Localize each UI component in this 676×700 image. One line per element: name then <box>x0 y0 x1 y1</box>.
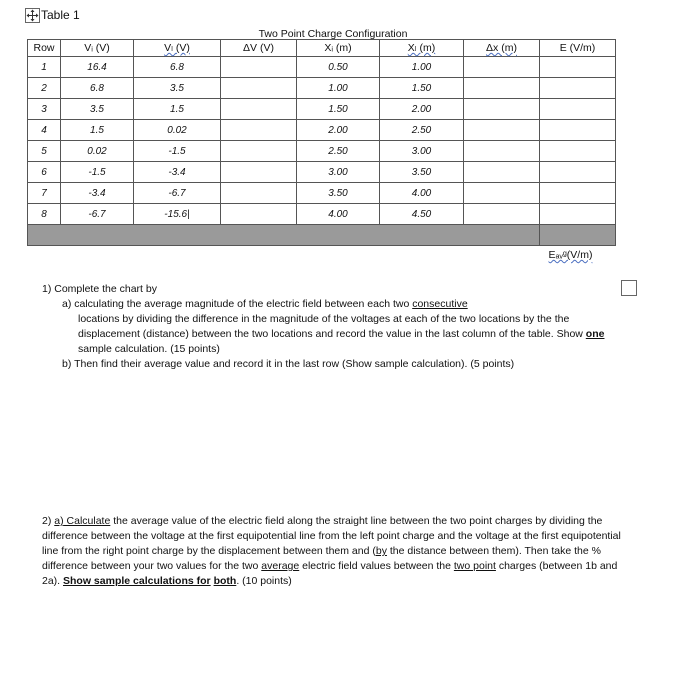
cell-vf: 0.02 <box>134 120 221 141</box>
cell-row: 5 <box>28 141 61 162</box>
cell-row: 4 <box>28 120 61 141</box>
cell-dx[interactable] <box>464 99 540 120</box>
q2-twopoint: two point <box>453 560 496 572</box>
table-row <box>28 78 616 99</box>
cell-vf: 6.8 <box>134 57 221 78</box>
q2-t4: charges (between 1b and 2a). <box>42 560 618 587</box>
cell-xi: 4.00 <box>297 204 380 225</box>
header-row <box>28 40 616 57</box>
cell-xi: 2.50 <box>297 141 380 162</box>
question-2 <box>42 514 622 589</box>
cell-vi: 0.02 <box>61 141 134 162</box>
cell-xf: 1.00 <box>380 57 464 78</box>
cell-dv[interactable] <box>221 162 297 183</box>
cell-dv[interactable] <box>221 141 297 162</box>
cell-e[interactable] <box>540 78 616 99</box>
cell-row: 8 <box>28 204 61 225</box>
cell-dv[interactable] <box>221 78 297 99</box>
cell-vi: -3.4 <box>61 183 134 204</box>
table-row <box>28 204 616 225</box>
col-header-xi: Xᵢ (m) <box>297 40 380 57</box>
q2-bold: Show sample calculations for <box>63 575 211 587</box>
q1-a-cont: locations by dividing the difference in the magnitude of the voltages at each of the two locations by the the displacement (distance) between the two locations and record the value in the last column of the table. Show <box>78 313 586 340</box>
cell-xi: 2.00 <box>297 120 380 141</box>
q1-part-a <box>42 297 622 312</box>
cell-dx[interactable] <box>464 183 540 204</box>
cell-e[interactable] <box>540 57 616 78</box>
cell-xf: 4.50 <box>380 204 464 225</box>
table-caption: Two Point Charge Configuration <box>258 28 408 40</box>
cell-e[interactable] <box>540 162 616 183</box>
q2-average: average <box>261 560 300 572</box>
cell-dx[interactable] <box>464 204 540 225</box>
cell-row: 2 <box>28 78 61 99</box>
cell-xi: 3.50 <box>297 183 380 204</box>
q2-calc: Calculate <box>63 515 111 527</box>
cell-xi: 1.50 <box>297 99 380 120</box>
q2-t5: . (10 points) <box>236 575 292 587</box>
cell-xf: 4.00 <box>380 183 464 204</box>
cell-dx[interactable] <box>464 120 540 141</box>
cell-dx[interactable] <box>464 162 540 183</box>
cell-vf: -1.5 <box>134 141 221 162</box>
cell-dv[interactable] <box>221 183 297 204</box>
cell-vi: 16.4 <box>61 57 134 78</box>
q2-t1: the average value of the electric field along the straight line between the two point charges by dividing the difference between the voltage at the first equipotential line from the left point charge and the voltage at the first equipotential line from the right point charge by the displacement between them and ( <box>42 515 621 557</box>
cell-dv[interactable] <box>221 204 297 225</box>
cell-vi: -6.7 <box>61 204 134 225</box>
data-table <box>27 39 616 264</box>
q2-t3: electric field values between the <box>299 560 454 572</box>
cell-vi: 1.5 <box>61 120 134 141</box>
cell-dx[interactable] <box>464 57 540 78</box>
q2-by: by <box>375 545 387 557</box>
cell-dv[interactable] <box>221 57 297 78</box>
cell-xi: 3.00 <box>297 162 380 183</box>
col-header-dv: ΔV (V) <box>221 40 297 57</box>
q1-a-prefix: a) calculating the average magnitude of the electric field between each two <box>62 298 413 310</box>
cell-dx[interactable] <box>464 78 540 99</box>
cell-vi: 6.8 <box>61 78 134 99</box>
q1-a-one: one <box>585 328 605 340</box>
cell-xf: 3.50 <box>380 162 464 183</box>
col-header-vf <box>134 40 221 57</box>
cell-dx[interactable] <box>464 141 540 162</box>
q1-a-word: consecutive <box>412 298 468 310</box>
table-move-handle-icon[interactable] <box>25 8 40 23</box>
col-header-xf <box>380 40 464 57</box>
col-header-e: E (V/m) <box>540 40 616 57</box>
table-title: Table 1 <box>41 8 80 22</box>
col-header-xf-text: Xₗ (m) <box>407 42 436 54</box>
q2-t2: the distance between them). Then take the % difference between your two values for the two <box>42 545 601 572</box>
q2-num: 2) <box>42 515 55 527</box>
cell-xi: 1.00 <box>297 78 380 99</box>
cell-vf: -6.7 <box>134 183 221 204</box>
table-row <box>28 99 616 120</box>
col-header-vf-text: Vₗ (V) <box>164 42 190 54</box>
cell-e[interactable] <box>540 204 616 225</box>
cell-e[interactable] <box>540 183 616 204</box>
question-1 <box>42 282 622 372</box>
q1-part-b: b) Then find their average value and record it in the last row (Show sample calculation). (5 points) <box>62 358 515 370</box>
q2-a: a) <box>54 515 64 527</box>
cell-vi: 3.5 <box>61 99 134 120</box>
table-row <box>28 57 616 78</box>
e-avg-label[interactable] <box>540 246 616 265</box>
table-row <box>28 162 616 183</box>
cell-vf[interactable]: -15.6| <box>134 204 221 225</box>
cell-dv[interactable] <box>221 99 297 120</box>
shaded-row <box>28 225 616 246</box>
cell-row: 7 <box>28 183 61 204</box>
col-header-dx-text: Δx (m) <box>486 42 517 54</box>
shaded-cell <box>28 225 540 246</box>
cell-xf: 1.50 <box>380 78 464 99</box>
cell-row: 6 <box>28 162 61 183</box>
cell-row: 3 <box>28 99 61 120</box>
cell-e[interactable] <box>540 120 616 141</box>
checkbox-marker[interactable] <box>621 280 637 296</box>
cell-vi: -1.5 <box>61 162 134 183</box>
cell-dv[interactable] <box>221 120 297 141</box>
cell-vf: 3.5 <box>134 78 221 99</box>
q1-intro: 1) Complete the chart by <box>42 283 157 295</box>
cell-row: 1 <box>28 57 61 78</box>
q2-both: both <box>213 575 237 587</box>
e-avg-text: Eₐᵥᵍ(V/m) <box>548 249 593 261</box>
q1-a-end: sample calculation. (15 points) <box>78 343 220 355</box>
cell-e[interactable] <box>540 99 616 120</box>
table-row <box>28 120 616 141</box>
col-header-row: Row <box>28 40 61 57</box>
col-header-vi: Vᵢ (V) <box>61 40 134 57</box>
col-header-dx <box>464 40 540 57</box>
average-row-blank <box>28 246 540 265</box>
shaded-cell-e <box>540 225 616 246</box>
cell-xf: 2.00 <box>380 99 464 120</box>
cell-xi: 0.50 <box>297 57 380 78</box>
cell-vf: 1.5 <box>134 99 221 120</box>
average-row <box>28 246 616 265</box>
table-row <box>28 183 616 204</box>
cell-xf: 3.00 <box>380 141 464 162</box>
table-row <box>28 141 616 162</box>
q1-part-a-cont <box>42 312 622 357</box>
cell-e[interactable] <box>540 141 616 162</box>
cell-xf: 2.50 <box>380 120 464 141</box>
cell-vf: -3.4 <box>134 162 221 183</box>
